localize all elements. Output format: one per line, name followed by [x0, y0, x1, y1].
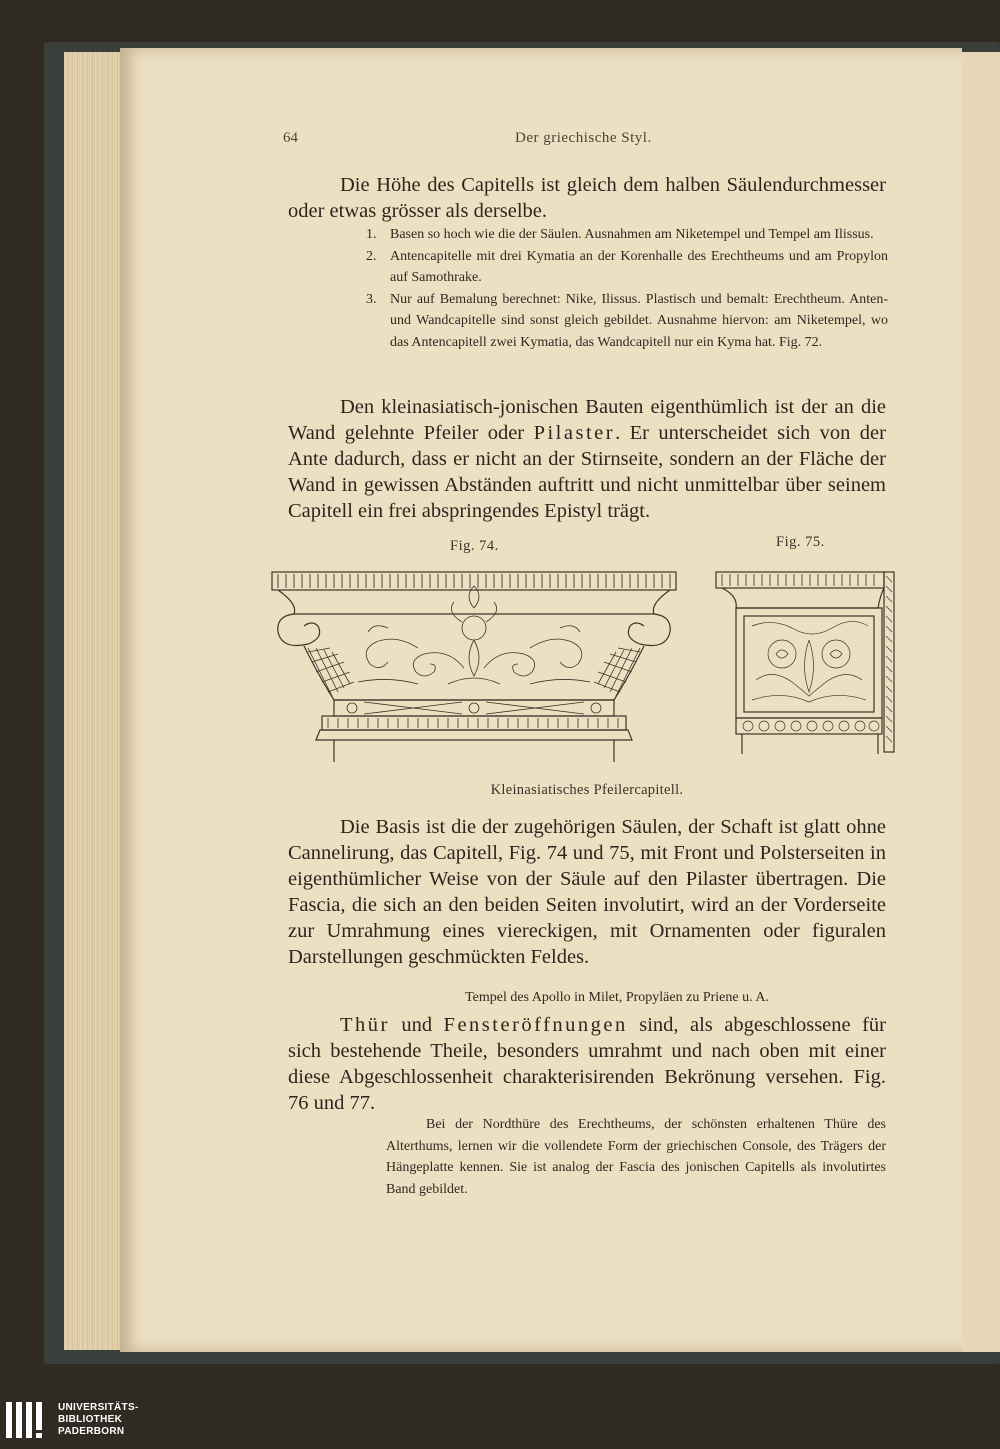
paragraph-1: Die Höhe des Capitells ist gleich dem halben Säulendurchmesser oder etwas grösser als derselbe. [288, 174, 886, 222]
note-item [340, 224, 888, 246]
library-logo-icon [6, 1400, 52, 1440]
fig-74-capital-drawing [268, 568, 680, 768]
figure-caption: Kleinasiatisches Pfeilercapitell. [490, 782, 684, 798]
paragraph-5: Bei der Nordthüre des Erechtheums, der schönsten erhaltenen Thüre des Alterthums, lernen wir die vollendete Form der griechischen Console, des Trägers der Hängeplatte kennen. Sie ist analog der Fascia des jonischen Capitells als involutirtes Band gebildet. [386, 1117, 886, 1197]
fig-75-label: Fig. 75. [776, 534, 825, 550]
footnote-list [340, 224, 888, 353]
note-item [340, 246, 888, 289]
note-text: Basen so hoch wie die der Säulen. Ausnahmen am Niketempel und Tempel am Ilissus. [390, 227, 874, 242]
note-item [340, 289, 888, 354]
logo-line-2: BIBLIOTHEK [58, 1414, 123, 1425]
next-page-edge [962, 52, 1000, 1352]
pilaster-term: Pilaster [533, 422, 616, 444]
running-head [283, 130, 893, 156]
running-title: Der griechische Styl. [515, 130, 652, 146]
paragraph-4-text: sind, als abgeschlossene für sich bestehende Theile, besonders umrahmt und nach oben mit einer diese Abgeschlossenheit charakterisirenden Bekrönung versehen. Fig. 76 und 77. [288, 1014, 886, 1114]
paragraph-3-note: Tempel des Apollo in Milet, Propyläen zu Priene u. A. [465, 990, 769, 1005]
note-text: Antencapitelle mit drei Kymatia an der Korenhalle des Erechtheums und am Propylon auf Samothrake. [390, 248, 888, 285]
paragraph-4 [288, 1012, 886, 1116]
paragraph-2-text-b: . Er unterscheidet sich von der Ante dadurch, dass er nicht an der Stirnseite, sondern an der Fläche der Wand in gewissen Abständen auftritt und nicht unmittelbar über seinem Capitell ein frei abspringendes Epistyl trägt. [288, 422, 886, 522]
note-text: Nur auf Bemalung berechnet: Nike, Ilissus. Plastisch und bemalt: Erechtheum. Anten- und Wandcapitelle sind sonst gleich gebildet. Ausnahme hiervon: am Niketempel, wo das Antencapitell zwei Kymatia, das Wandcapitell nur ein Kyma hat. Fig. 72. [390, 291, 888, 350]
page-number: 64 [283, 130, 298, 146]
note-number: 1. [366, 227, 377, 242]
fig-75-capital-drawing [712, 570, 898, 760]
note-number: 3. [366, 291, 377, 307]
logo-line-1: UNIVERSITÄTS- [58, 1402, 139, 1413]
library-logo-text [58, 1402, 139, 1438]
paragraph-2-text-a: Den kleinasiatisch-jonischen Bauten eigenthümlich ist der an die Wand gelehnte Pfeiler oder [288, 396, 886, 444]
logo-line-3: PADERBORN [58, 1426, 125, 1437]
paragraph-2 [288, 394, 886, 524]
page-edges [64, 52, 122, 1350]
paragraph-4-und: und [389, 1014, 444, 1036]
note-number: 2. [366, 248, 377, 264]
fensteroeffnungen-term: Fensteröffnungen [443, 1014, 628, 1036]
paragraph-3: Die Basis ist die der zugehörigen Säulen, der Schaft ist glatt ohne Cannelirung, das Capitell, Fig. 74 und 75, mit Front und Polsterseiten in eigenthümlicher Weise von der Säule auf den Pilaster übertragen. Die Fascia, die sich an den beiden Seiten involutirt, wird an der Vorderseite zur Umrahmung eines viereckigen, mit Ornamenten oder figuralen Darstellungen geschmückten Feldes. [288, 816, 886, 968]
fig-74-label: Fig. 74. [450, 538, 499, 554]
thuer-term: Thür [340, 1014, 390, 1036]
library-logo [6, 1398, 139, 1442]
